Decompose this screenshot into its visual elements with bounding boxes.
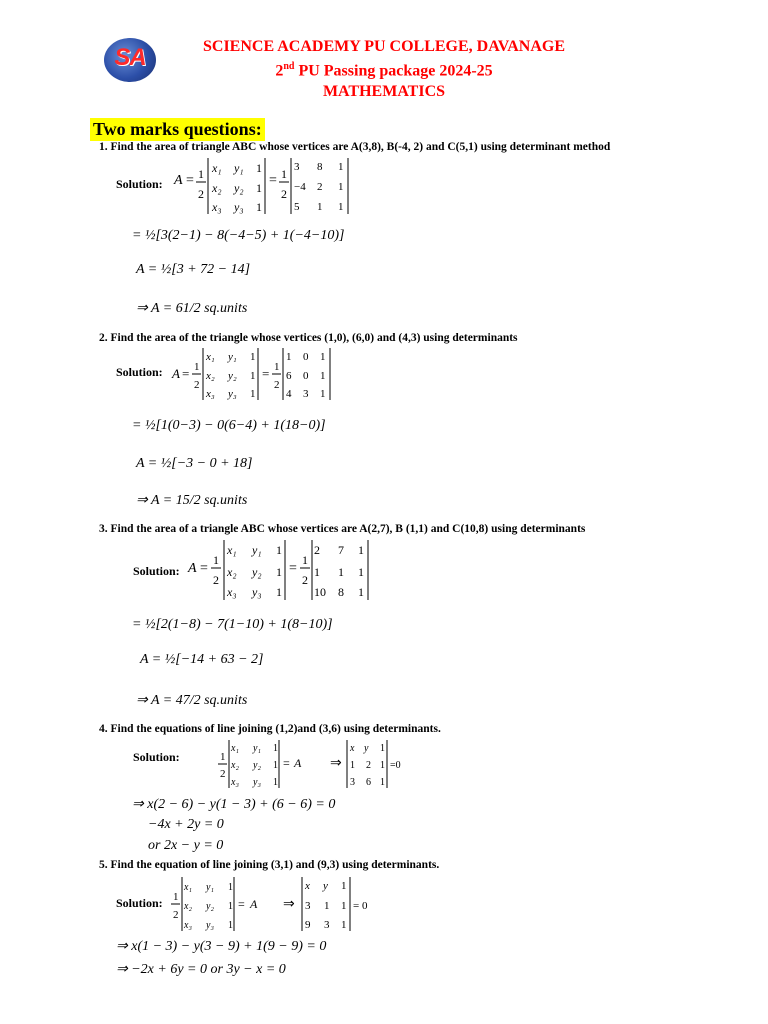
svg-text:1: 1 — [273, 743, 278, 754]
svg-text:=: = — [182, 366, 190, 381]
svg-text:1: 1 — [228, 920, 233, 931]
svg-text:x₁: x₁ — [184, 882, 192, 893]
svg-text:2: 2 — [194, 379, 200, 391]
svg-text:1: 1 — [256, 181, 262, 195]
matrix-cell: 8 — [338, 585, 344, 599]
svg-text:1: 1 — [213, 553, 219, 567]
svg-text:y₁: y₁ — [253, 743, 261, 754]
q2-step-2: A = ½[−3 − 0 + 18] — [136, 456, 253, 471]
svg-text:1: 1 — [228, 901, 233, 912]
svg-text:A: A — [250, 897, 258, 911]
matrix-cell: 1 — [338, 181, 344, 193]
matrix-cell: 1 — [324, 900, 330, 912]
matrix-cell: x — [350, 743, 355, 754]
svg-text:1: 1 — [276, 565, 282, 579]
matrix-cell: x — [305, 880, 310, 892]
matrix-cell: 1 — [338, 565, 344, 579]
svg-text:y₃: y₃ — [228, 388, 237, 400]
svg-text:=0: =0 — [390, 760, 401, 771]
matrix-cell: 1 — [350, 760, 355, 771]
svg-text:y₂: y₂ — [206, 901, 214, 912]
svg-text:2: 2 — [198, 187, 204, 201]
svg-text:y₃: y₃ — [252, 585, 262, 599]
svg-text:1: 1 — [256, 200, 262, 214]
svg-text:x₃: x₃ — [227, 585, 237, 599]
svg-text:A: A — [174, 173, 183, 188]
matrix-cell: 3 — [294, 161, 300, 173]
college-name: SCIENCE ACADEMY PU COLLEGE, DAVANAGE — [203, 38, 565, 55]
svg-text:y₁: y₁ — [206, 882, 214, 893]
svg-text:2: 2 — [302, 573, 308, 587]
svg-text:y₁: y₁ — [234, 161, 244, 175]
svg-text:y₁: y₁ — [228, 351, 237, 363]
q1-step-1: = ½[3(2−1) − 8(−4−5) + 1(−4−10)] — [132, 228, 345, 243]
matrix-cell: 0 — [303, 351, 309, 363]
matrix-cell: 1 — [341, 919, 347, 931]
svg-text:A: A — [172, 366, 180, 381]
solution-label-1: Solution: — [116, 177, 163, 191]
logo-text: SA — [114, 44, 146, 71]
matrix-cell: 4 — [286, 388, 292, 400]
svg-text:2: 2 — [274, 379, 280, 391]
svg-text:1: 1 — [276, 543, 282, 557]
q4-step-2: −4x + 2y = 0 — [148, 817, 224, 832]
matrix-cell: 1 — [338, 161, 344, 173]
matrix-cell: 3 — [324, 919, 330, 931]
solution-label-4: Solution: — [133, 750, 180, 764]
matrix-cell: 6 — [366, 777, 371, 788]
matrix-cell: 3 — [303, 388, 309, 400]
svg-text:2: 2 — [173, 909, 179, 921]
determinant-q5 — [171, 875, 381, 935]
matrix-cell: 3 — [305, 900, 311, 912]
svg-text:x₂: x₂ — [231, 760, 239, 771]
matrix-cell: 1 — [314, 565, 320, 579]
q2-step-1: = ½[1(0−3) − 0(6−4) + 1(18−0)] — [132, 418, 326, 433]
matrix-cell: 7 — [338, 543, 344, 557]
svg-text:2: 2 — [281, 187, 287, 201]
svg-text:x₂: x₂ — [206, 370, 215, 382]
matrix-cell: 1 — [358, 543, 364, 557]
solution-label-2: Solution: — [116, 365, 163, 379]
determinant-q1 — [170, 156, 360, 218]
svg-text:1: 1 — [173, 891, 179, 903]
matrix-cell: 0 — [303, 370, 309, 382]
svg-text:x₃: x₃ — [184, 920, 192, 931]
q5-step-1: ⇒ x(1 − 3) − y(3 − 9) + 1(9 − 9) = 0 — [116, 939, 327, 954]
q1-step-3: ⇒ A = 61/2 sq.units — [136, 301, 248, 316]
svg-text:x₁: x₁ — [227, 543, 237, 557]
q2-step-3: ⇒ A = 15/2 sq.units — [136, 493, 248, 508]
svg-text:⇒: ⇒ — [283, 897, 295, 912]
matrix-cell: 6 — [286, 370, 292, 382]
question-2: 2. Find the area of the triangle whose vertices (1,0), (6,0) and (4,3) using determinants — [99, 332, 518, 344]
matrix-cell: 1 — [320, 388, 326, 400]
matrix-cell: 1 — [341, 900, 347, 912]
svg-text:= 0: = 0 — [353, 900, 368, 912]
svg-text:=: = — [283, 756, 290, 770]
matrix-cell: 3 — [350, 777, 355, 788]
svg-text:y₂: y₂ — [252, 565, 262, 579]
svg-text:y₃: y₃ — [206, 920, 214, 931]
determinant-q3 — [186, 538, 376, 604]
svg-text:x₃: x₃ — [206, 388, 215, 400]
svg-text:x₁: x₁ — [212, 161, 222, 175]
package-title: 2nd PU Passing package 2024-25 — [275, 61, 493, 80]
q3-step-2: A = ½[−14 + 63 − 2] — [140, 652, 264, 667]
matrix-cell: 1 — [286, 351, 292, 363]
q3-step-1: = ½[2(1−8) − 7(1−10) + 1(8−10)] — [132, 617, 333, 632]
svg-text:x₃: x₃ — [231, 777, 239, 788]
matrix-cell: 9 — [305, 919, 311, 931]
matrix-cell: y — [364, 743, 369, 754]
q4-step-1: ⇒ x(2 − 6) − y(1 − 3) + (6 − 6) = 0 — [132, 797, 336, 812]
svg-text:A: A — [188, 561, 197, 576]
svg-text:1: 1 — [228, 882, 233, 893]
matrix-cell: 1 — [358, 565, 364, 579]
svg-text:1: 1 — [273, 760, 278, 771]
matrix-cell: 10 — [314, 585, 326, 599]
determinant-q2 — [170, 346, 340, 404]
svg-text:=: = — [186, 173, 194, 188]
q3-step-3: ⇒ A = 47/2 sq.units — [136, 693, 248, 708]
svg-text:=: = — [289, 561, 297, 576]
svg-text:1: 1 — [276, 585, 282, 599]
matrix-cell: y — [323, 880, 328, 892]
svg-text:2: 2 — [213, 573, 219, 587]
svg-text:1: 1 — [302, 553, 308, 567]
matrix-cell: 2 — [317, 181, 323, 193]
svg-text:x₂: x₂ — [227, 565, 237, 579]
matrix-cell: 1 — [320, 370, 326, 382]
svg-text:y₂: y₂ — [234, 181, 244, 195]
svg-text:=: = — [200, 561, 208, 576]
svg-text:x₁: x₁ — [231, 743, 239, 754]
svg-text:x₂: x₂ — [212, 181, 222, 195]
matrix-cell: 2 — [366, 760, 371, 771]
svg-text:1: 1 — [256, 161, 262, 175]
svg-text:y₂: y₂ — [253, 760, 261, 771]
svg-text:=: = — [269, 173, 277, 188]
svg-text:1: 1 — [281, 167, 287, 181]
question-4: 4. Find the equations of line joining (1,2)and (3,6) using determinants. — [99, 723, 441, 735]
matrix-cell: 5 — [294, 201, 300, 213]
section-title: Two marks questions: — [90, 118, 265, 141]
svg-text:1: 1 — [250, 351, 256, 363]
solution-label-3: Solution: — [133, 564, 180, 578]
svg-text:=: = — [238, 897, 245, 911]
matrix-cell: −4 — [294, 181, 306, 193]
matrix-cell: 1 — [358, 585, 364, 599]
question-3: 3. Find the area of a triangle ABC whose vertices are A(2,7), B (1,1) and C(10,8) using determinants — [99, 523, 586, 535]
svg-text:x₃: x₃ — [212, 200, 222, 214]
svg-text:y₂: y₂ — [228, 370, 237, 382]
determinant-q4 — [216, 738, 416, 792]
svg-text:y₃: y₃ — [253, 777, 261, 788]
q5-step-2: ⇒ −2x + 6y = 0 or 3y − x = 0 — [116, 962, 286, 977]
svg-text:1: 1 — [250, 388, 256, 400]
svg-text:y₃: y₃ — [234, 200, 244, 214]
svg-text:2: 2 — [220, 768, 226, 780]
svg-text:1: 1 — [198, 167, 204, 181]
svg-text:1: 1 — [220, 751, 226, 763]
svg-text:1: 1 — [250, 370, 256, 382]
svg-text:1: 1 — [273, 777, 278, 788]
svg-text:1: 1 — [194, 361, 200, 373]
q1-step-2: A = ½[3 + 72 − 14] — [136, 262, 251, 277]
matrix-cell: 8 — [317, 161, 323, 173]
question-1: 1. Find the area of triangle ABC whose vertices are A(3,8), B(-4, 2) and C(5,1) using determinant method — [99, 141, 611, 153]
svg-text:x₁: x₁ — [206, 351, 215, 363]
svg-text:y₁: y₁ — [252, 543, 262, 557]
solution-label-5: Solution: — [116, 896, 163, 910]
subject-title: MATHEMATICS — [322, 83, 446, 100]
question-5: 5. Find the equation of line joining (3,1) and (9,3) using determinants. — [99, 859, 440, 871]
q4-step-3: or 2x − y = 0 — [148, 838, 224, 853]
svg-text:=: = — [262, 366, 270, 381]
svg-text:1: 1 — [274, 361, 280, 373]
matrix-cell: 1 — [320, 351, 326, 363]
matrix-cell: 1 — [317, 201, 323, 213]
svg-text:A: A — [294, 756, 302, 770]
matrix-cell: 1 — [380, 743, 385, 754]
svg-text:⇒: ⇒ — [330, 756, 342, 771]
matrix-cell: 1 — [338, 201, 344, 213]
matrix-cell: 2 — [314, 543, 320, 557]
matrix-cell: 1 — [341, 880, 347, 892]
matrix-cell: 1 — [380, 777, 385, 788]
svg-text:x₂: x₂ — [184, 901, 192, 912]
matrix-cell: 1 — [380, 760, 385, 771]
